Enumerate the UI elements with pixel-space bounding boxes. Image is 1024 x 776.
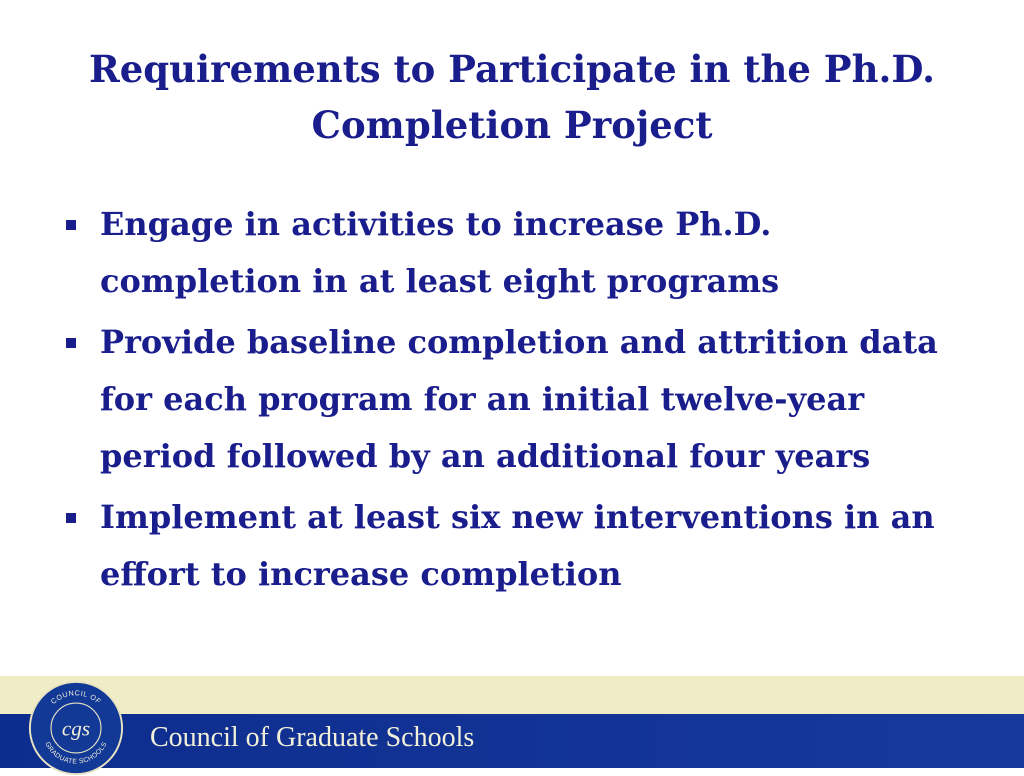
list-item bbox=[62, 314, 962, 485]
square-bullet-icon bbox=[66, 338, 76, 348]
footer-organization-name: Council of Graduate Schools bbox=[150, 722, 475, 753]
slide-title: Requirements to Participate in the Ph.D. Completion Project bbox=[88, 46, 936, 147]
bullet-text: Implement at least six new interventions in an effort to increase completion bbox=[100, 498, 935, 593]
square-bullet-icon bbox=[66, 220, 76, 230]
svg-text:COUNCIL OF: COUNCIL OF bbox=[48, 688, 104, 706]
bullet-list bbox=[62, 196, 962, 607]
bullet-text: Engage in activities to increase Ph.D. completion in at least eight programs bbox=[100, 205, 780, 300]
svg-text:GRADUATE SCHOOLS: GRADUATE SCHOOLS bbox=[43, 740, 109, 766]
logo-monogram: cgs bbox=[61, 716, 91, 741]
bullet-text: Provide baseline completion and attrition data for each program for an initial twelve-year period followed by an additional four years bbox=[100, 323, 938, 475]
list-item bbox=[62, 196, 962, 310]
square-bullet-icon bbox=[66, 513, 76, 523]
cgs-logo bbox=[28, 680, 124, 776]
list-item bbox=[62, 489, 962, 603]
